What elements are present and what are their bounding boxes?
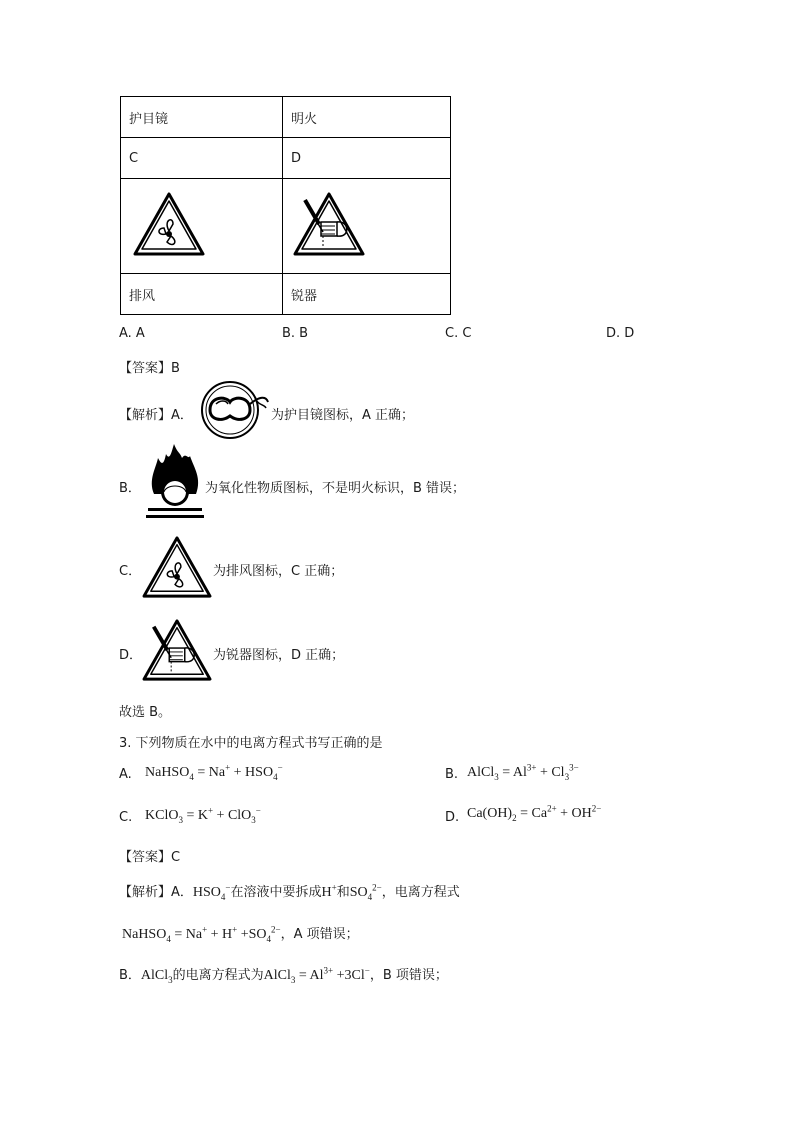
text: 和 — [336, 885, 350, 900]
table-cell: D — [283, 138, 451, 179]
analysis-c-text: 为排风图标，C 正确； — [213, 564, 344, 579]
formula: NaHSO$_4$ = $Na^+ + H^+ +SO_4^{2-}$ — [122, 924, 281, 944]
q3-option-c-equation: KClO$_3$ = K+ + ClO$_3$− — [145, 805, 261, 825]
fan-warning-icon-small — [140, 534, 214, 600]
q3-option-d-label: D. — [445, 810, 460, 825]
table-cell: 锐器 — [283, 274, 451, 315]
table-cell: C — [121, 138, 283, 179]
q3-option-c-label: C. — [119, 810, 133, 825]
sharp-object-warning-icon-small — [140, 617, 214, 683]
option-a: A. A — [119, 326, 145, 341]
formula: $SO_4^{2-}$ — [349, 882, 382, 902]
q3-option-a-label: A. — [119, 767, 132, 782]
q3-option-b-label: B. — [445, 767, 459, 782]
fan-warning-icon — [131, 190, 207, 258]
question-3-stem: 3. 下列物质在水中的电离方程式书写正确的是 — [119, 736, 383, 751]
formula: AlCl$_3$ — [140, 968, 173, 985]
formula: AlCl$_3$ = $Al^{3+} +3Cl^-$ — [263, 965, 370, 985]
signs-table — [120, 96, 451, 315]
q3-analysis-a-equation — [122, 923, 359, 943]
q3-analysis-b — [119, 964, 448, 984]
sharp-object-warning-icon — [291, 190, 367, 258]
formula: H+ — [321, 882, 337, 900]
analysis-prefix: 【解析】A． — [119, 408, 193, 423]
q3-option-a-equation: NaHSO$_4$ = $Na^+ + HSO_4^-$ — [145, 762, 283, 782]
analysis-a-text: 为护目镜图标，A 正确； — [271, 408, 415, 423]
text: ，B 项错误； — [369, 968, 448, 983]
text: 在溶液中要拆成 — [230, 885, 322, 900]
oxidizer-flame-icon — [144, 444, 206, 520]
option-c: C. C — [445, 326, 472, 341]
text: B． — [119, 968, 141, 983]
analysis-c-label: C． — [119, 564, 142, 579]
q3-option-d-equation: $Ca(OH)_2 = Ca^{2+} + OH^{2-}$ — [467, 803, 602, 823]
analysis-b-label: B． — [119, 481, 141, 496]
table-cell: 护目镜 — [121, 97, 283, 138]
table-cell: 明火 — [283, 97, 451, 138]
answer-q2: 【答案】B — [119, 361, 180, 376]
text: 的电离方程式为 — [172, 968, 264, 983]
table-cell-fan-sign — [121, 179, 283, 274]
option-b: B. B — [282, 326, 309, 341]
goggles-icon — [198, 380, 272, 440]
table-cell-sharp-sign — [283, 179, 451, 274]
q3-option-b-equation: AlCl$_3$ = $Al^{3+} + Cl_3^{3-}$ — [467, 762, 579, 782]
formula: $HSO_4^-$ — [192, 882, 231, 902]
text: ，A 项错误； — [280, 927, 359, 942]
text: ，电离方程式 — [381, 885, 460, 900]
answer-q3: 【答案】C — [119, 850, 181, 865]
analysis-d-label: D． — [119, 648, 143, 663]
conclusion: 故选 B。 — [119, 705, 172, 720]
analysis-b-text: 为氧化性物质图标，不是明火标识，B 错误； — [205, 481, 466, 496]
option-d: D. D — [606, 326, 635, 341]
table-cell: 排风 — [121, 274, 283, 315]
analysis-d-text: 为锐器图标，D 正确； — [213, 648, 345, 663]
q3-analysis-a — [119, 881, 460, 901]
analysis-prefix: 【解析】A． — [119, 885, 193, 900]
